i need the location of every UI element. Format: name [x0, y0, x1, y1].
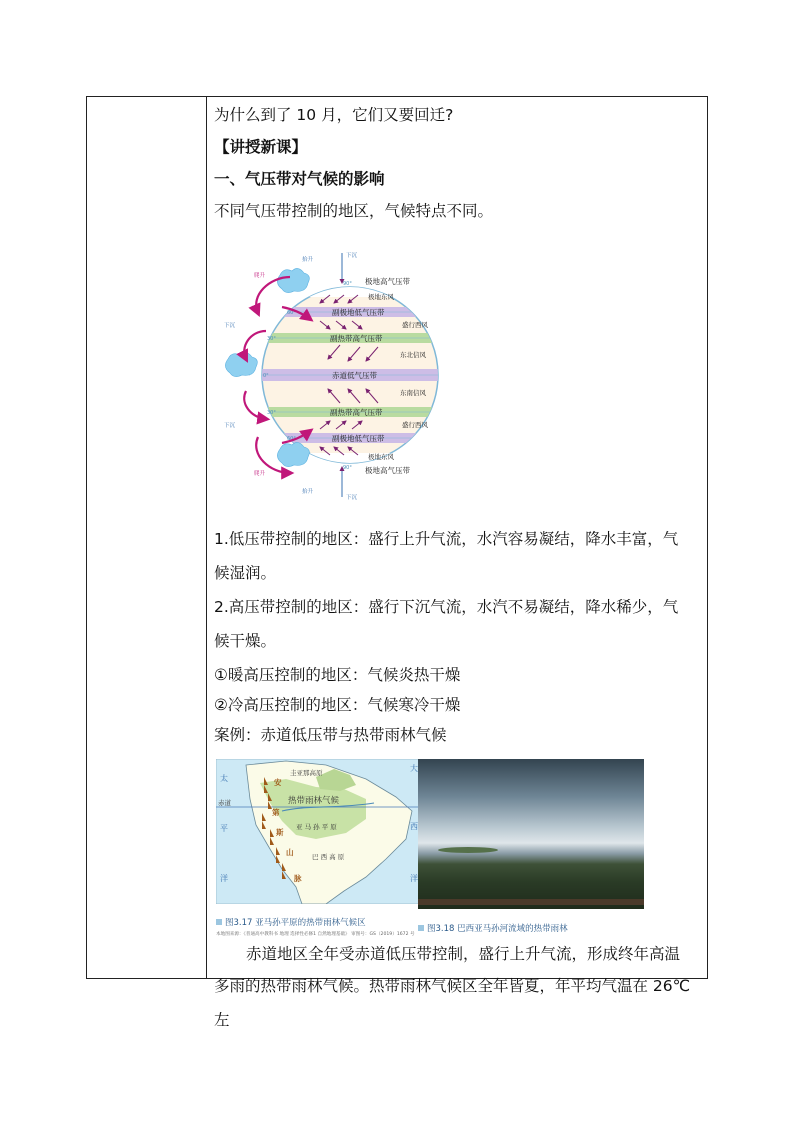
label-lift-bottom: 抬升 [302, 489, 314, 495]
paragraph-low-pressure-b: 候湿润。 [214, 564, 277, 582]
map-label-brazil: 巴 西 高 原 [312, 853, 345, 861]
label-sink-pole-top: 下沉 [346, 253, 358, 259]
lat-90-top: 90° [343, 281, 352, 287]
photo-caption: 图3.18 巴西亚马孙河流域的热带雨林 [427, 924, 568, 934]
label-lift-top: 抬升 [302, 257, 314, 263]
paragraph-low-pressure-a: 1.低压带控制的地区：盛行上升气流，水汽容易凝结，降水丰富，气 [214, 530, 679, 548]
map-label-atlantic-3: 洋 [410, 874, 418, 883]
paragraph-high-pressure-b: 候干燥。 [214, 632, 277, 650]
lat-30-top: 30° [267, 336, 276, 342]
map-label-guiana: 圭亚那高原 [290, 769, 323, 777]
belt-label-subpolar-low-bottom: 副极地低气压带 [332, 434, 385, 443]
wind-label-westerly-bottom: 盛行西风 [402, 421, 428, 429]
lat-0: 0° [263, 373, 269, 379]
map-label-rainforest: 热带雨林气候 [288, 796, 340, 806]
wind-label-polar-east-bottom: 极地东风 [368, 453, 394, 461]
map-label-pacific-1: 太 [220, 774, 228, 783]
map-label-pacific-3: 洋 [220, 874, 228, 883]
belt-label-polar-high-top: 极地高气压带 [365, 277, 410, 286]
belt-label-polar-high-bottom: 极地高气压带 [365, 466, 410, 475]
photo-caption-block [418, 916, 568, 935]
paragraph-case: 案例：赤道低压带与热带雨林气候 [214, 726, 447, 744]
section-heading-new-lesson: 【讲授新课】 [214, 138, 308, 156]
intro-sentence: 不同气压带控制的地区，气候特点不同。 [214, 202, 494, 220]
final-paragraph-line-2: 多雨的热带雨林气候。热带雨林气候区全年皆夏，年平均气温在 26℃左 [214, 977, 691, 1029]
rainforest-photo [418, 759, 644, 909]
label-sink-top: 下沉 [224, 323, 236, 329]
map-caption-block [216, 910, 415, 937]
column-divider [206, 97, 207, 978]
final-paragraph-line-1: 赤道地区全年受赤道低压带控制，盛行上升气流，形成终年高温 [246, 945, 681, 963]
label-sink-bottom: 下沉 [224, 423, 236, 429]
wind-label-ne-trades: 东北信风 [400, 351, 426, 359]
label-rise-top: 爬升 [254, 273, 266, 279]
question-line: 为什么到了 10 月，它们又要回迁? [214, 106, 454, 124]
belt-label-subtropical-high-bottom: 副热带高气压带 [330, 408, 383, 417]
map-caption: 图3.17 亚马孙平原的热带雨林气候区 [225, 918, 366, 928]
map-label-pacific-2: 平 [220, 824, 228, 833]
label-sink-pole-bottom: 下沉 [346, 495, 358, 501]
topic-heading: 一、气压带对气候的影响 [214, 170, 385, 188]
paragraph-high-pressure-a: 2.高压带控制的地区：盛行下沉气流，水汽不易凝结，降水稀少，气 [214, 598, 679, 616]
lat-90-bottom: 90° [343, 465, 352, 471]
label-rise-bottom: 爬升 [254, 471, 266, 477]
lat-60-top: 60° [287, 310, 296, 316]
paragraph-warm-high: ①暖高压控制的地区：气候炎热干燥 [214, 666, 461, 684]
wind-label-se-trades: 东南信风 [400, 389, 426, 397]
map-label-andes-1: 安 [274, 778, 282, 787]
belt-label-equatorial-low: 赤道低气压带 [332, 371, 377, 380]
map-label-atlantic-1: 大 [410, 764, 418, 773]
lat-60-bottom: 60° [287, 436, 296, 442]
lesson-table [86, 96, 708, 1029]
map-label-amazon: 亚 马 孙 平 原 [296, 823, 337, 831]
map-label-andes-2: 第 [272, 808, 280, 817]
map-label-andes-5: 脉 [294, 874, 302, 883]
paragraph-cold-high: ②冷高压控制的地区：气候寒冷干燥 [214, 696, 461, 714]
lat-30-bottom: 30° [267, 410, 276, 416]
wind-label-westerly-top: 盛行西风 [402, 321, 428, 329]
amazon-climate-map [216, 759, 422, 904]
pressure-belt-diagram [220, 247, 440, 505]
belt-label-subpolar-low-top: 副极地低气压带 [332, 308, 385, 317]
belt-label-subtropical-high-top: 副热带高气压带 [330, 334, 383, 343]
wind-label-polar-east-top: 极地东风 [368, 293, 394, 301]
map-label-andes-3: 斯 [276, 828, 284, 837]
map-source: 本地图来源：《普通高中教科书 地理 选择性必修1 自然地理基础》 审图号：GS（2019）1672 号 [216, 932, 415, 937]
map-label-andes-4: 山 [286, 848, 294, 857]
map-label-equator: 赤道 [218, 799, 231, 807]
map-label-atlantic-2: 西 [410, 822, 418, 831]
